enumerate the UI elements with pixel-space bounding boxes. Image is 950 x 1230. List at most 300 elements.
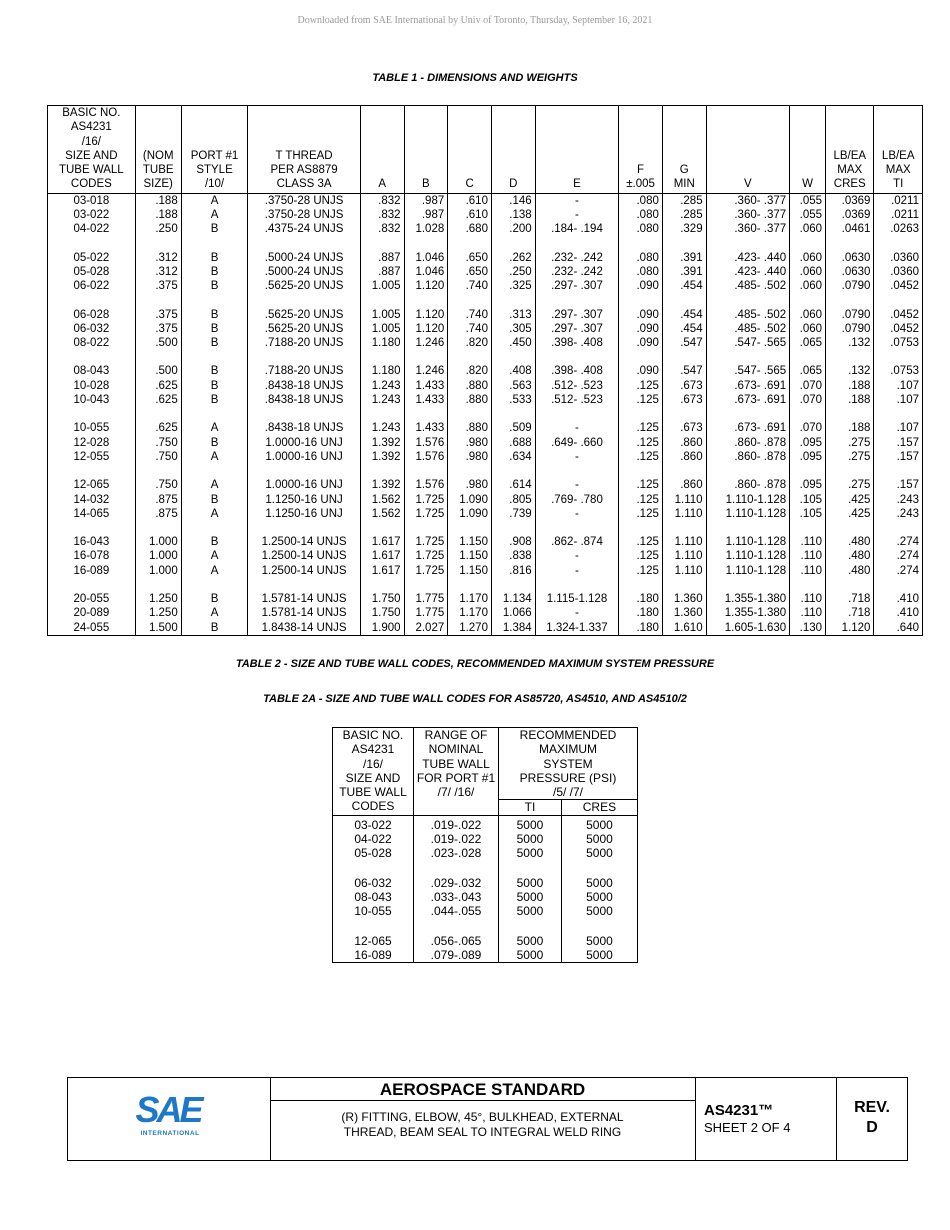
table-row [48,193,923,208]
table-cell: .095 [790,450,826,464]
table-row [48,521,923,549]
table1-title: TABLE 1 - DIMENSIONS AND WEIGHTS [372,72,578,84]
table-cell: 10-055 [333,904,414,918]
table-cell: .250 [135,222,181,236]
table-cell: .188 [826,379,874,393]
table-cell: .180 [619,621,663,636]
table-cell: 1.150 [448,564,492,578]
table-row [333,861,638,890]
table-cell: .610 [448,193,492,208]
table-cell: 1.000 [135,521,181,549]
table-cell: 10-055 [48,407,136,435]
table-cell: 1.250 [135,606,181,620]
table-cell: .860- .878 [706,464,790,492]
table-cell: .740 [448,279,492,293]
table-cell: 1.120 [404,322,448,336]
table-cell: .860 [662,436,706,450]
table-cell: .090 [619,279,663,293]
table-row [333,948,638,963]
table-cell: 1.2500-14 UNJS [248,521,360,549]
table-cell: .0452 [874,322,923,336]
table-cell: .832 [360,208,404,222]
table-cell: .391 [662,237,706,265]
table-cell: .5625-20 UNJS [248,279,360,293]
table-cell: 1.5781-14 UNJS [248,578,360,606]
table-cell: 5000 [561,832,637,846]
table-cell: 1.775 [404,578,448,606]
table-cell: .5000-24 UNJS [248,237,360,265]
table-cell: .090 [619,322,663,336]
table-cell: 1.1250-16 UNJ [248,507,360,521]
revision-value: D [866,1119,878,1136]
table-cell: .509 [491,407,535,435]
table-cell: .880 [448,393,492,407]
table-cell: 1.324-1.337 [535,621,619,636]
header-cres: CRES [561,800,637,815]
table-cell: .297- .307 [535,322,619,336]
aerospace-standard-heading: AEROSPACE STANDARD [270,1078,695,1101]
table2a-title: TABLE 2A - SIZE AND TUBE WALL CODES FOR AS85720, AS4510, AND AS4510/2 [263,693,687,705]
table-cell: .080 [619,208,663,222]
header-lb-cres: LB/EA MAX CRES [826,106,874,194]
table-cell: .360- .377 [706,222,790,236]
table-cell: 1.5781-14 UNJS [248,606,360,620]
table-cell: 1.355-1.380 [706,606,790,620]
table-row [48,393,923,407]
table-row [48,279,923,293]
table-cell: 16-089 [48,564,136,578]
table-cell: 1.576 [404,436,448,450]
table-cell: 1.355-1.380 [706,578,790,606]
table-cell: .391 [662,265,706,279]
table-cell: .125 [619,393,663,407]
table-cell: .533 [491,393,535,407]
table-row [48,407,923,435]
table-cell: .125 [619,521,663,549]
table-cell: .285 [662,208,706,222]
table-cell: 5000 [561,919,637,948]
table-cell: 2.027 [404,621,448,636]
table-cell: .485- .502 [706,294,790,322]
table-cell: .860 [662,450,706,464]
table-cell: A [181,208,248,222]
table-cell: .188 [135,193,181,208]
table-cell: .0790 [826,294,874,322]
table-cell: .750 [135,450,181,464]
table-cell: B [181,322,248,336]
header-basic-no: BASIC NO. AS4231 /16/ SIZE AND TUBE WALL CODES [48,106,136,194]
sae-logo-subtitle: INTERNATIONAL [140,1130,200,1137]
table-cell: .275 [826,450,874,464]
table-cell: .188 [135,208,181,222]
table-cell: .375 [135,294,181,322]
table-cell: 5000 [499,904,562,918]
table-cell: B [181,578,248,606]
table-cell: .880 [448,407,492,435]
table-cell: .0211 [874,193,923,208]
table-row [48,237,923,265]
table-cell: 1.433 [404,393,448,407]
table-cell: .157 [874,464,923,492]
table-cell: 1.110-1.128 [706,507,790,521]
table-cell: B [181,436,248,450]
table-cell: 08-043 [48,350,136,378]
pressure-table-body [333,815,638,962]
table-cell: 5000 [499,861,562,890]
table-cell: .987 [404,208,448,222]
table-cell: 14-065 [48,507,136,521]
table-row [333,846,638,860]
table-row [48,294,923,322]
table-cell: .055 [790,193,826,208]
table-cell: 1.1250-16 UNJ [248,493,360,507]
table-cell: .547 [662,350,706,378]
table-cell: 1.170 [448,578,492,606]
header-recommended-pressure: RECOMMENDED MAXIMUM SYSTEM PRESSURE (PSI) /5/ /7/ [499,728,638,800]
table-cell: .688 [491,436,535,450]
table-cell: .188 [826,407,874,435]
table-cell: .680 [448,222,492,236]
table-cell: A [181,606,248,620]
table-cell: 5000 [499,919,562,948]
table-cell: .740 [448,294,492,322]
table-cell: .312 [135,237,181,265]
table-cell: .138 [491,208,535,222]
table-cell: 1.750 [360,578,404,606]
table-cell: .107 [874,407,923,435]
table-cell: .673 [662,407,706,435]
table-cell: 16-043 [48,521,136,549]
table-cell: .820 [448,350,492,378]
header-ti: TI [499,800,562,815]
table-cell: .673- .691 [706,379,790,393]
table-cell: .125 [619,464,663,492]
table-row [48,350,923,378]
table-cell: 1.115-1.128 [535,578,619,606]
table-cell: .070 [790,407,826,435]
table-cell: 1.246 [404,350,448,378]
table-row [48,464,923,492]
table-cell: .105 [790,507,826,521]
table-cell: 1.005 [360,322,404,336]
table-cell: .060 [790,279,826,293]
table-cell: 1.8438-14 UNJS [248,621,360,636]
table-cell: 5000 [561,815,637,832]
document-number: AS4231™ [704,1102,774,1119]
header-port-style: PORT #1 STYLE /10/ [181,106,248,194]
table-cell: .450 [491,336,535,350]
table-row [48,549,923,563]
table-cell: 24-055 [48,621,136,636]
table-cell: .640 [874,621,923,636]
header-lb-ti: LB/EA MAX TI [874,106,923,194]
table-row [48,379,923,393]
table-cell: .980 [448,464,492,492]
table-cell: .673 [662,379,706,393]
table-cell: 5000 [499,846,562,860]
table-cell: 1.605-1.630 [706,621,790,636]
table-cell: A [181,507,248,521]
table-cell: B [181,222,248,236]
table-cell: .480 [826,564,874,578]
table-cell: 5000 [561,904,637,918]
table-cell: 1.180 [360,350,404,378]
table-cell: .0630 [826,237,874,265]
table-cell: 1.120 [404,294,448,322]
header-w: W [790,106,826,194]
table-cell: 1.246 [404,336,448,350]
table-cell: .157 [874,450,923,464]
table-cell: .5000-24 UNJS [248,265,360,279]
table-cell: .485- .502 [706,322,790,336]
table-cell: 5000 [561,948,637,963]
table-cell: .875 [135,493,181,507]
table-cell: .250 [491,265,535,279]
table-cell: 1.090 [448,507,492,521]
table-cell: .454 [662,279,706,293]
table-cell: - [535,450,619,464]
table-cell: .023-.028 [414,846,499,860]
table-cell: 04-022 [333,832,414,846]
table-cell: 1.0000-16 UNJ [248,436,360,450]
table-cell: 1.2500-14 UNJS [248,564,360,578]
table-cell: .375 [135,322,181,336]
document-number-cell [696,1078,837,1160]
table-row [333,832,638,846]
table-cell: 1.617 [360,549,404,563]
table-row [333,815,638,832]
table-cell: .0369 [826,193,874,208]
table-row [48,564,923,578]
table-cell: A [181,549,248,563]
table-cell: .312 [135,265,181,279]
table-cell: .634 [491,450,535,464]
header-v: V [706,106,790,194]
table-row [48,222,923,236]
table-cell: .180 [619,606,663,620]
table-cell: 05-028 [333,846,414,860]
table-cell: .500 [135,336,181,350]
table-cell: .125 [619,379,663,393]
table-cell: .3750-28 UNJS [248,193,360,208]
table-row [48,493,923,507]
table-cell: .0369 [826,208,874,222]
table-cell: .060 [790,322,826,336]
table-row [333,890,638,904]
dimensions-table [47,105,923,636]
table-cell: .673 [662,393,706,407]
table-cell: 1.150 [448,521,492,549]
table-cell: 1.725 [404,564,448,578]
table-row [48,265,923,279]
table-cell: 1.562 [360,507,404,521]
table-row [48,322,923,336]
table-cell: 1.250 [135,578,181,606]
table-cell: .880 [448,379,492,393]
table-cell: 1.392 [360,450,404,464]
table-cell: 5000 [499,832,562,846]
table-cell: .0211 [874,208,923,222]
table-cell: 1.610 [662,621,706,636]
table-cell: .019-.022 [414,832,499,846]
table-cell: .485- .502 [706,279,790,293]
table-cell: 1.110-1.128 [706,493,790,507]
table-cell: 5000 [561,861,637,890]
table-cell: .860- .878 [706,436,790,450]
table-row [333,904,638,918]
table-cell: .060 [790,294,826,322]
table-cell: .0360 [874,265,923,279]
table-cell: 1.110-1.128 [706,521,790,549]
table-cell: .987 [404,193,448,208]
table-cell: .887 [360,237,404,265]
table-row [48,606,923,620]
table-cell: .375 [135,279,181,293]
table-cell: A [181,564,248,578]
table-cell: 1.120 [404,279,448,293]
table-cell: .408 [491,350,535,378]
table-cell: .274 [874,521,923,549]
table-cell: 1.000 [135,564,181,578]
table-row [48,436,923,450]
table-cell: B [181,493,248,507]
table-cell: .090 [619,294,663,322]
table-cell: 06-022 [48,279,136,293]
table-cell: .908 [491,521,535,549]
table-cell: .0461 [826,222,874,236]
table-cell: .132 [826,350,874,378]
sheet-number: SHEET 2 OF 4 [704,1120,791,1135]
table-cell: 1.392 [360,464,404,492]
table-cell: .673- .691 [706,393,790,407]
table-cell: .110 [790,578,826,606]
table-cell: .056-.065 [414,919,499,948]
table-cell: 1.110 [662,521,706,549]
table-cell: .325 [491,279,535,293]
table-cell: 08-043 [333,890,414,904]
table-cell: 06-028 [48,294,136,322]
table-cell: .398- .408 [535,350,619,378]
header-e: E [535,106,619,194]
table-cell: .095 [790,436,826,450]
table-cell: B [181,279,248,293]
table-cell: 10-043 [48,393,136,407]
table-cell: .188 [826,393,874,407]
table-row [48,450,923,464]
table-cell: .980 [448,450,492,464]
table-cell: 1.170 [448,606,492,620]
header-c: C [448,106,492,194]
table-cell: 1.243 [360,393,404,407]
table-cell: .0790 [826,322,874,336]
table-cell: .820 [448,336,492,350]
table-cell: B [181,379,248,393]
table-cell: 1.270 [448,621,492,636]
table-cell: .625 [135,407,181,435]
table-cell: .805 [491,493,535,507]
table-cell: .232- .242 [535,265,619,279]
table-cell: 1.110 [662,493,706,507]
table-cell: 1.392 [360,436,404,450]
table-cell: .070 [790,379,826,393]
table-cell: B [181,350,248,378]
table-cell: .740 [448,322,492,336]
table-cell: 5000 [561,846,637,860]
table-cell: 1.725 [404,549,448,563]
table-cell: 1.500 [135,621,181,636]
table-cell: 5000 [499,815,562,832]
pressure-table [332,727,638,963]
table-cell: .512- .523 [535,393,619,407]
table-cell: .8438-18 UNJS [248,379,360,393]
title-block-center [270,1078,696,1160]
table-cell: .125 [619,564,663,578]
table-cell: .180 [619,578,663,606]
table-cell: B [181,621,248,636]
table-cell: .274 [874,564,923,578]
header-b: B [404,106,448,194]
table-cell: .860- .878 [706,450,790,464]
table-cell: .8438-18 UNJS [248,407,360,435]
table-cell: 03-022 [333,815,414,832]
table-cell: .107 [874,393,923,407]
table-cell: .275 [826,464,874,492]
table-cell: .130 [790,621,826,636]
sae-logo-icon [68,1078,270,1160]
table-cell: 12-055 [48,450,136,464]
table-cell: 1.090 [448,493,492,507]
table-cell: .132 [826,336,874,350]
table-cell: .079-.089 [414,948,499,963]
table-cell: 5000 [561,890,637,904]
sae-logo-wordmark: SAE [135,1089,201,1130]
table-cell: 03-018 [48,193,136,208]
table-cell: 1.433 [404,379,448,393]
table-cell: .065 [790,350,826,378]
table-cell: .769- .780 [535,493,619,507]
table-cell: .080 [619,237,663,265]
table2-title: TABLE 2 - SIZE AND TUBE WALL CODES, RECOMMENDED MAXIMUM SYSTEM PRESSURE [235,658,715,670]
table-cell: .125 [619,507,663,521]
table-cell: .8438-18 UNJS [248,393,360,407]
table-cell: .360- .377 [706,193,790,208]
download-notice: Downloaded from SAE International by Univ of Toronto, Thursday, September 16, 2021 [297,15,653,26]
table-cell: .146 [491,193,535,208]
table-cell: 16-089 [333,948,414,963]
table-cell: .625 [135,393,181,407]
dimensions-table-body [48,193,923,635]
table-cell: .0630 [826,265,874,279]
table-cell: .500 [135,350,181,378]
table-cell: .398- .408 [535,336,619,350]
table-cell: .480 [826,521,874,549]
table-cell: 1.005 [360,279,404,293]
table1-header-row [48,106,923,194]
table-cell: .425 [826,493,874,507]
table-row [48,507,923,521]
table-cell: .107 [874,379,923,393]
table-cell: .480 [826,549,874,563]
table-cell: 1.750 [360,606,404,620]
table-cell: 1.243 [360,407,404,435]
table-cell: .232- .242 [535,237,619,265]
table-cell: .3750-28 UNJS [248,208,360,222]
table-cell: .5625-20 UNJS [248,322,360,336]
table-cell: .0753 [874,350,923,378]
table-cell: 1.725 [404,507,448,521]
table-cell: A [181,407,248,435]
table-cell: .105 [790,493,826,507]
